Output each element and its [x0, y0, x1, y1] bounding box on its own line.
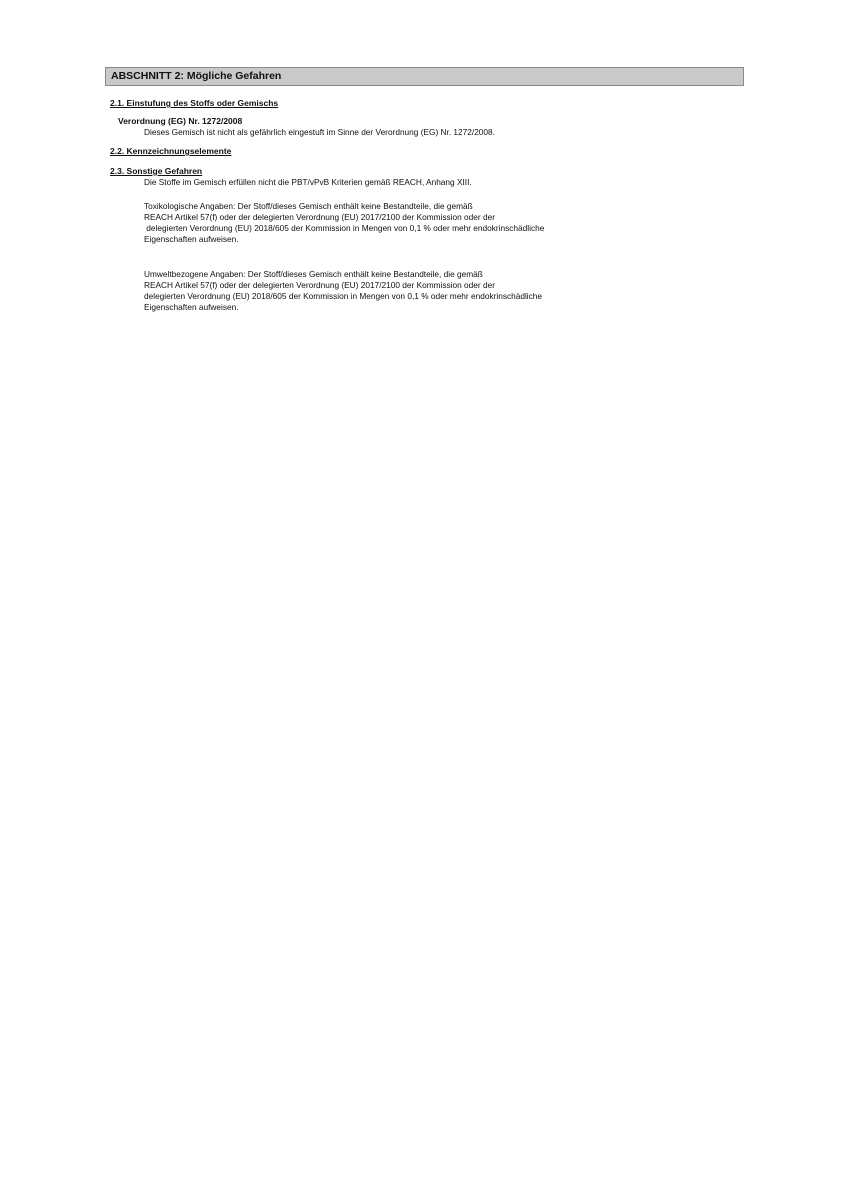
env-line: REACH Artikel 57(f) oder der delegierten Verordnung (EU) 2017/2100 der Kommission oder der	[144, 280, 495, 290]
section-2-header: ABSCHNITT 2: Mögliche Gefahren	[105, 67, 744, 86]
regulation-label: Verordnung (EG) Nr. 1272/2008	[118, 116, 243, 126]
tox-line: delegierten Verordnung (EU) 2018/605 der Kommission in Mengen von 0,1 % oder mehr endokrinschädliche	[144, 223, 545, 233]
env-line: Umweltbezogene Angaben: Der Stoff/dieses Gemisch enthält keine Bestandteile, die gemäß	[144, 269, 483, 279]
tox-line: Eigenschaften aufweisen.	[144, 234, 239, 244]
heading-2-2: 2.2. Kennzeichnungselemente	[110, 146, 232, 156]
pbt-text: Die Stoffe im Gemisch erfüllen nicht die PBT/vPvB Kriterien gemäß REACH, Anhang XIII.	[144, 177, 472, 187]
env-line: delegierten Verordnung (EU) 2018/605 der Kommission in Mengen von 0,1 % oder mehr endokrinschädliche	[144, 291, 543, 301]
tox-line: REACH Artikel 57(f) oder der delegierten Verordnung (EU) 2017/2100 der Kommission oder der	[144, 212, 495, 222]
environmental-paragraph	[144, 269, 542, 313]
tox-line: Toxikologische Angaben: Der Stoff/dieses Gemisch enthält keine Bestandteile, die gemäß	[144, 201, 473, 211]
toxicological-paragraph	[144, 201, 544, 245]
regulation-text: Dieses Gemisch ist nicht als gefährlich eingestuft im Sinne der Verordnung (EG) Nr. 1272/2008.	[144, 127, 495, 137]
heading-2-1: 2.1. Einstufung des Stoffs oder Gemischs	[110, 98, 279, 108]
env-line: Eigenschaften aufweisen.	[144, 302, 239, 312]
heading-2-3: 2.3. Sonstige Gefahren	[110, 166, 203, 176]
